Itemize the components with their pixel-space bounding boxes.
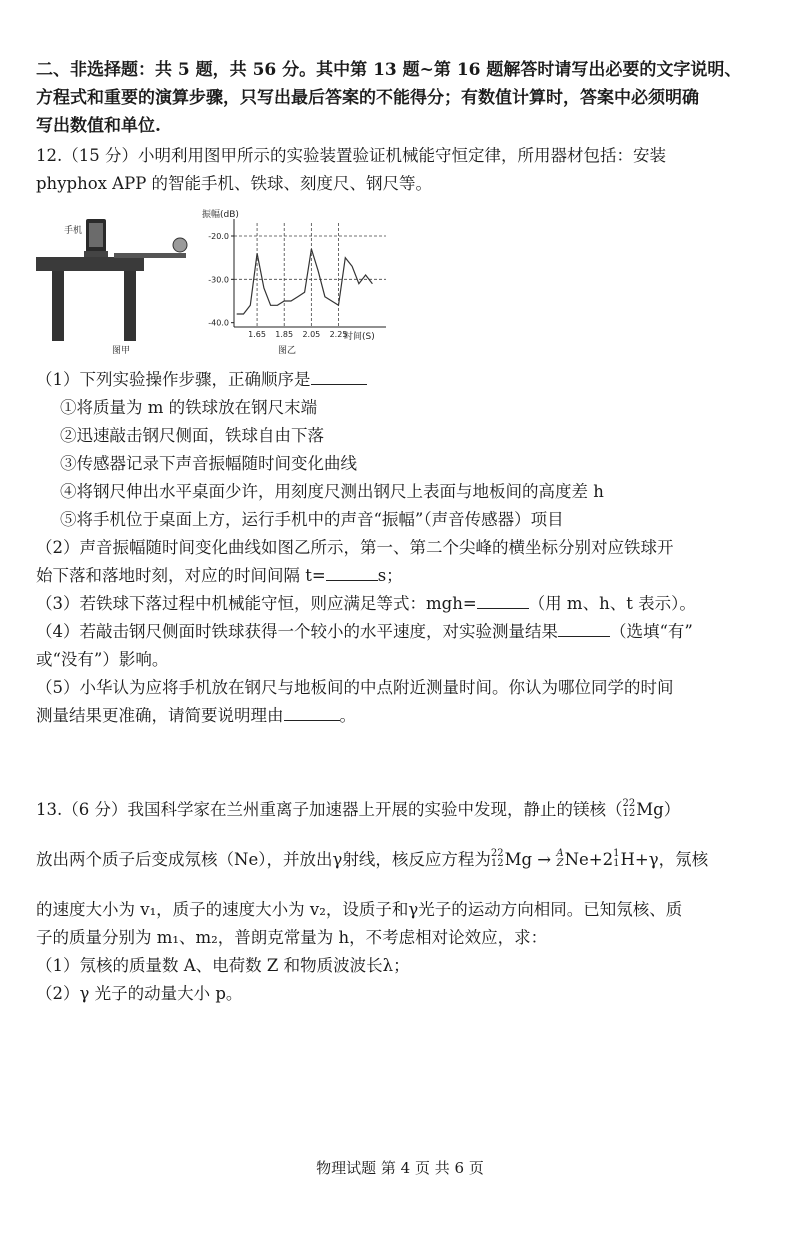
- figure-jia: [36, 205, 196, 355]
- q12-part3: （3）若铁球下落过程中机械能守恒，则应满足等式：mgh= （用 m、h、t 表示）。: [36, 590, 696, 618]
- nuclide-mg: 22 12 Mg: [622, 797, 664, 819]
- q12-part4-line1: （4）若敲击钢尺侧面时铁球获得一个较小的水平速度，对实验测量结果 （选填“有”: [36, 618, 693, 646]
- figure-jia-caption: 图甲: [112, 346, 131, 355]
- q12-part2-line2: 始下落和落地时刻，对应的时间间隔 t= s；: [36, 562, 403, 590]
- nuclide-ne: A Z Ne: [556, 847, 589, 869]
- answer-blank-3[interactable]: [477, 590, 529, 609]
- q13-line3: 的速度大小为 v₁，质子的速度大小为 v₂，设质子和γ光子的运动方向相同。已知氖核、质: [36, 900, 683, 919]
- q12-step-3: ③传感器记录下声音振幅随时间变化曲线: [60, 454, 357, 473]
- q12-figures: [36, 205, 396, 355]
- chart-y-tick-label-0: -20.0: [208, 232, 229, 241]
- q13-line1: 13.（6 分）我国科学家在兰州重离子加速器上开展的实验中发现，静止的镁核（ 22 12 Mg）: [36, 796, 680, 824]
- chart-y-tick-label-2: -40.0: [208, 318, 229, 328]
- section-heading-line3: 写出数值和单位.: [36, 116, 161, 136]
- q13-line4: 子的质量分别为 m₁、m₂，普朗克常量为 h，不考虑相对论效应，求：: [36, 928, 548, 947]
- chart-x-tick-label-1: 1.85: [275, 330, 294, 339]
- chart-y-tick-label-1: -30.0: [208, 275, 229, 285]
- q13-sub1: （1）氖核的质量数 A、电荷数 Z 和物质波波长λ；: [36, 956, 410, 975]
- q12-part4-line2: 或“没有”）影响。: [36, 650, 169, 669]
- q12-step-5: ⑤将手机位于桌面上方，运行手机中的声音“振幅”（声音传感器）项目: [60, 510, 564, 529]
- chart-x-tick-label-2: 2.05: [302, 330, 321, 339]
- q12-part2-line1: （2）声音振幅随时间变化曲线如图乙所示，第一、第二个尖峰的横坐标分别对应铁球开: [36, 538, 674, 557]
- q12-intro-line2: phyphox APP 的智能手机、铁球、刻度尺、钢尺等。: [36, 174, 433, 193]
- q13-sub2: （2）γ 光子的动量大小 p。: [36, 984, 243, 1003]
- chart-xlabel: 时间(S): [344, 332, 375, 342]
- q12-intro-line1: 12.（15 分）小明利用图甲所示的实验装置验证机械能守恒定律，所用器材包括：安装: [36, 146, 666, 165]
- phone-label: 手机: [64, 226, 83, 236]
- nuclide-h: 1 1 H: [613, 847, 635, 869]
- q12-step-4: ④将钢尺伸出水平桌面少许，用刻度尺测出钢尺上表面与地板间的高度差 h: [60, 482, 604, 501]
- q12-part5-line2: 测量结果更准确，请简要说明理由 。: [36, 702, 356, 730]
- page-footer: 物理试题 第 4 页 共 6 页: [316, 1159, 484, 1177]
- figure-yi-caption: 图乙: [278, 346, 297, 355]
- steel-ruler: [114, 253, 186, 258]
- answer-blank-4[interactable]: [558, 618, 610, 637]
- figure-yi-chart: [196, 205, 396, 355]
- iron-ball: [173, 238, 187, 252]
- q12-part5-line1: （5）小华认为应将手机放在钢尺与地板间的中点附近测量时间。你认为哪位同学的时间: [36, 678, 674, 697]
- reaction-arrow: →: [532, 850, 557, 869]
- answer-blank-1[interactable]: [311, 366, 367, 385]
- table-top: [36, 257, 144, 271]
- answer-blank-5[interactable]: [284, 702, 340, 721]
- table-leg-right: [124, 271, 136, 341]
- q12-step-1: ①将质量为 m 的铁球放在钢尺末端: [60, 398, 318, 417]
- table-leg-left: [52, 271, 64, 341]
- q12-step-2: ②迅速敲击钢尺侧面，铁球自由下落: [60, 426, 324, 445]
- chart-x-tick-label-0: 1.65: [248, 330, 266, 339]
- q13-line2: 放出两个质子后变成氖核（Ne），并放出γ射线，核反应方程为 22 12 Mg → A Z Ne+2 1 1 H+γ，氖核: [36, 846, 708, 874]
- q12-part1: （1）下列实验操作步骤，正确顺序是: [36, 366, 367, 394]
- chart-x-tick-label-3: 2.25: [329, 330, 348, 339]
- nuclide-mg-eq: 22 12 Mg: [490, 847, 533, 869]
- chart-ylabel: 振幅(dB): [202, 210, 239, 220]
- section-heading-line2: 方程式和重要的演算步骤，只写出最后答案的不能得分；有数值计算时，答案中必须明确: [36, 88, 699, 108]
- section-heading-line1: 二、非选择题：共 5 题，共 56 分。其中第 13 题~第 16 题解答时请写出必要的文字说明、: [36, 60, 742, 80]
- answer-blank-2[interactable]: [326, 562, 378, 581]
